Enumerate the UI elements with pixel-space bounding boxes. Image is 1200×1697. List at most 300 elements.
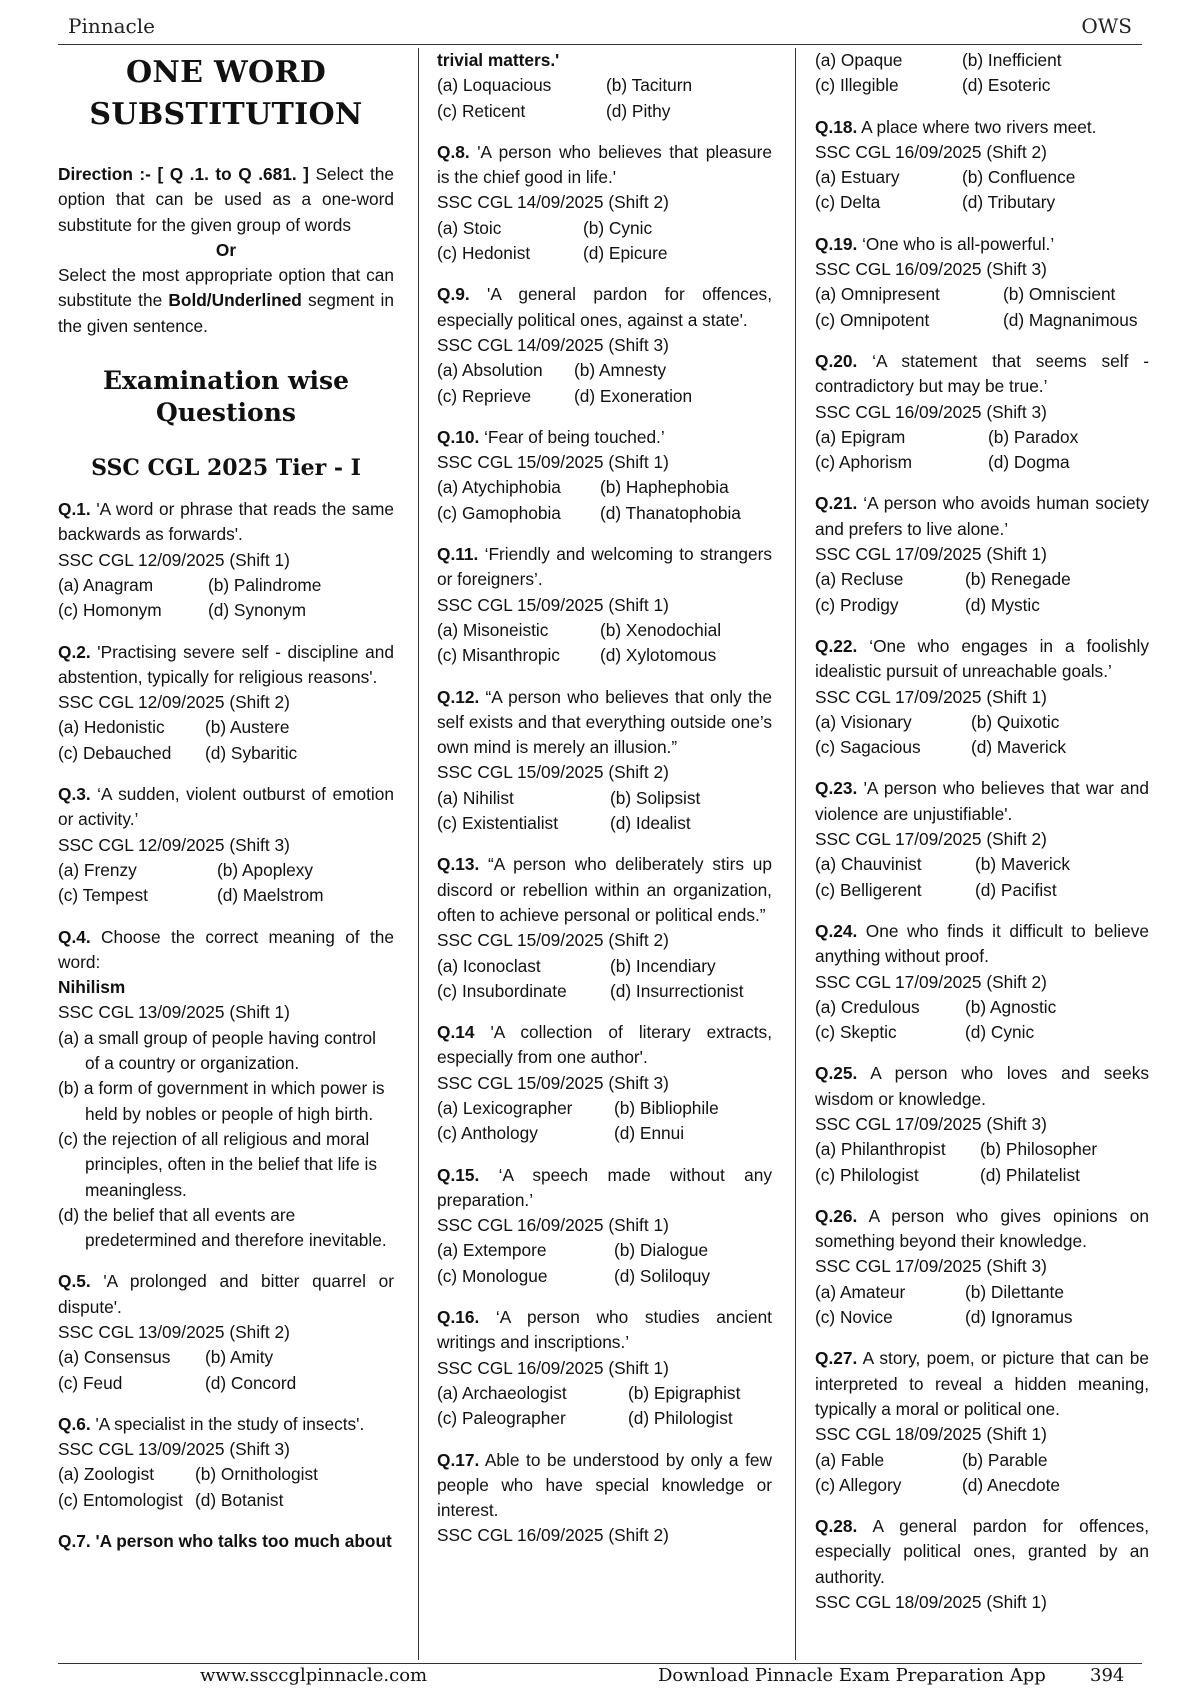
option-a: (a) Atychiphobia bbox=[437, 477, 561, 498]
direction-or: Or bbox=[215, 239, 237, 260]
option-a: (a) Consensus bbox=[58, 1347, 171, 1368]
question-number: Q.11. bbox=[437, 544, 479, 565]
options-row bbox=[437, 786, 772, 811]
question-item bbox=[815, 349, 1149, 475]
question-number: Q.13. bbox=[437, 854, 480, 875]
options-row bbox=[815, 852, 1149, 877]
question-number: Q.15. bbox=[437, 1164, 480, 1185]
question-text bbox=[815, 1061, 1149, 1112]
question-source: SSC CGL 16/09/2025 (Shift 3) bbox=[815, 259, 1047, 280]
question-source: SSC CGL 13/09/2025 (Shift 3) bbox=[58, 1439, 290, 1460]
options-row bbox=[815, 1280, 1149, 1305]
options-row bbox=[437, 979, 772, 1004]
options-row bbox=[58, 573, 394, 598]
question-number: Q.7. bbox=[58, 1531, 91, 1552]
option-d: (d) the belief that all events are predetermined and therefore inevitable. bbox=[58, 1204, 387, 1251]
option-c: (c) Anthology bbox=[437, 1123, 538, 1144]
question-source: SSC CGL 15/09/2025 (Shift 2) bbox=[437, 762, 669, 783]
options-row bbox=[58, 1371, 394, 1396]
option-c: (c) Belligerent bbox=[815, 879, 922, 900]
direction-alt-pre: Select the most appropriate option that can substitute the bbox=[58, 265, 394, 311]
option-c: (c) Aphorism bbox=[815, 452, 912, 473]
option-b: (b) Apoplexy bbox=[217, 859, 314, 880]
question-item bbox=[437, 1448, 772, 1549]
options-row bbox=[437, 99, 772, 124]
options-row bbox=[815, 567, 1149, 592]
question-item bbox=[437, 425, 772, 526]
options-row bbox=[58, 598, 394, 623]
option-c: (c) Paleographer bbox=[437, 1408, 566, 1429]
options-row bbox=[437, 384, 772, 409]
option-b: (b) a form of government in which power is held by nobles or people of high birth. bbox=[58, 1078, 385, 1124]
question-source: SSC CGL 15/09/2025 (Shift 3) bbox=[437, 1072, 669, 1093]
question-item bbox=[58, 925, 394, 1254]
option-a: (a) Epigram bbox=[815, 426, 906, 447]
exam-title: SSC CGL 2025 Tier - I bbox=[91, 455, 361, 482]
question-item bbox=[815, 115, 1149, 216]
title-line-1: ONE WORD bbox=[125, 55, 327, 90]
options-row bbox=[437, 1264, 772, 1289]
question-list-col2 bbox=[437, 140, 772, 1549]
question-text bbox=[58, 782, 394, 833]
question-item bbox=[815, 1346, 1149, 1498]
question-source: SSC CGL 17/09/2025 (Shift 2) bbox=[815, 829, 1047, 850]
options-row bbox=[58, 858, 394, 883]
question-number: Q.20. bbox=[815, 350, 858, 371]
option-a: (a) a small group of people having control of a country or organization. bbox=[58, 1027, 376, 1074]
question-stem: ‘One who is all-powerful.’ bbox=[857, 233, 1055, 254]
option-c: (c) Tempest bbox=[58, 885, 148, 906]
options-row bbox=[437, 358, 772, 383]
option-b: (b) Palindrome bbox=[208, 574, 322, 595]
options-row bbox=[815, 1305, 1149, 1330]
option-a: (a) Absolution bbox=[437, 360, 543, 381]
option-a: (a) Archaeologist bbox=[437, 1382, 567, 1403]
question-source: SSC CGL 14/09/2025 (Shift 3) bbox=[437, 334, 669, 355]
question-item bbox=[437, 685, 772, 837]
option-a: (a) Omnipresent bbox=[815, 284, 940, 305]
option-d: (d) Insurrectionist bbox=[610, 980, 744, 1001]
option-d: (d) Pacifist bbox=[975, 879, 1057, 900]
options-row bbox=[815, 450, 1149, 475]
option-c: (c) Sagacious bbox=[815, 737, 921, 758]
question-item bbox=[58, 640, 394, 766]
option-a: (a) Nihilist bbox=[437, 787, 514, 808]
option-d: (d) Philatelist bbox=[980, 1164, 1080, 1185]
question-text bbox=[815, 919, 1149, 970]
question-number: Q.12. bbox=[437, 686, 480, 707]
option-d: (d) Sybaritic bbox=[205, 742, 298, 763]
options-row bbox=[58, 1488, 394, 1513]
question-text bbox=[815, 1514, 1149, 1590]
option-c: (c) Entomologist bbox=[58, 1489, 183, 1510]
question-item bbox=[437, 1163, 772, 1289]
question-number: Q.18. bbox=[815, 116, 858, 137]
options-row bbox=[58, 883, 394, 908]
direction-alt-post: segment in the given sentence. bbox=[58, 290, 394, 336]
options-row bbox=[815, 1020, 1149, 1045]
option-a: (a) Misoneistic bbox=[437, 619, 549, 640]
question-source: SSC CGL 17/09/2025 (Shift 1) bbox=[815, 544, 1047, 565]
question-stem: ‘A speech made without any preparation.’ bbox=[437, 1164, 772, 1210]
option-a: (a) Credulous bbox=[815, 996, 920, 1017]
option-c: (c) Misanthropic bbox=[437, 645, 560, 666]
header-brand: Pinnacle bbox=[68, 14, 155, 38]
option-c: (c) Skeptic bbox=[815, 1022, 897, 1043]
question-number: Q.2. bbox=[58, 641, 91, 662]
option-b: (b) Dialogue bbox=[614, 1240, 709, 1261]
question-source: SSC CGL 18/09/2025 (Shift 1) bbox=[815, 1592, 1047, 1613]
question-item bbox=[437, 282, 772, 408]
option-d: (d) Soliloquy bbox=[614, 1265, 711, 1286]
option-b: (b) Taciturn bbox=[606, 75, 693, 96]
option-b: (b) Bibliophile bbox=[614, 1097, 719, 1118]
option-d: (d) Ignoramus bbox=[965, 1307, 1073, 1328]
question-item bbox=[437, 852, 772, 1004]
option-b: (b) Austere bbox=[205, 717, 290, 738]
page-number: 394 bbox=[1090, 1665, 1125, 1686]
question-stem: 'Practising severe self - discipline and abstention, typically for religious reasons'. bbox=[58, 641, 394, 687]
question-number: Q.5. bbox=[58, 1271, 91, 1292]
question-source: SSC CGL 17/09/2025 (Shift 2) bbox=[815, 971, 1047, 992]
question-source: SSC CGL 17/09/2025 (Shift 3) bbox=[815, 1256, 1047, 1277]
question-text bbox=[437, 1163, 772, 1214]
options-row bbox=[815, 1473, 1149, 1498]
option-d: (d) Thanatophobia bbox=[600, 502, 741, 523]
question-stem: 'A specialist in the study of insects'. bbox=[90, 1413, 365, 1434]
question-number: Q.8. bbox=[437, 141, 470, 162]
options-row bbox=[815, 282, 1149, 307]
options-row bbox=[437, 1406, 772, 1431]
options-row bbox=[437, 73, 772, 98]
section-title-line-1: Examination wise bbox=[102, 366, 350, 396]
question-stem: 'A prolonged and bitter quarrel or dispute'. bbox=[58, 1271, 394, 1317]
option-b: (b) Confluence bbox=[962, 167, 1076, 188]
q7-options bbox=[437, 73, 772, 124]
question-stem: 'A word or phrase that reads the same backwards as forwards'. bbox=[58, 499, 394, 545]
question-text bbox=[58, 497, 394, 548]
options-row bbox=[437, 1096, 772, 1121]
options-row bbox=[437, 643, 772, 668]
option-d: (d) Magnanimous bbox=[1003, 309, 1138, 330]
question-stem: A place where two rivers meet. bbox=[857, 116, 1097, 137]
question-stem: 'A person who believes that war and violence are unjustifiable'. bbox=[815, 778, 1149, 824]
question-number: Q.19. bbox=[815, 233, 858, 254]
option-a: (a) Anagram bbox=[58, 574, 154, 595]
question-item bbox=[437, 1305, 772, 1431]
question-text bbox=[58, 1269, 394, 1320]
question-number: Q.25. bbox=[815, 1063, 858, 1084]
options-row bbox=[58, 1462, 394, 1487]
question-text: trivial matters.' bbox=[437, 50, 560, 70]
options-row bbox=[58, 741, 394, 766]
option-a: (a) Loquacious bbox=[437, 75, 552, 96]
question-text bbox=[815, 349, 1149, 400]
question-q7-continued bbox=[437, 48, 772, 124]
header-rule bbox=[58, 44, 1142, 45]
option-d: (d) Philologist bbox=[628, 1408, 733, 1429]
option-a: (a) Amateur bbox=[815, 1281, 906, 1302]
options-row bbox=[58, 1345, 394, 1370]
option-c: (c) Prodigy bbox=[815, 594, 899, 615]
question-number: Q.17. bbox=[437, 1449, 480, 1470]
question-text bbox=[437, 425, 772, 450]
option-a: (a) Fable bbox=[815, 1449, 885, 1470]
section-title-line-2: Questions bbox=[156, 398, 296, 428]
header-topic: OWS bbox=[1081, 14, 1132, 38]
question-number: Q.24. bbox=[815, 920, 858, 941]
option-a: (a) Estuary bbox=[815, 167, 900, 188]
option-a: (a) Lexicographer bbox=[437, 1097, 573, 1118]
question-source: SSC CGL 17/09/2025 (Shift 1) bbox=[815, 686, 1047, 707]
question-source: SSC CGL 16/09/2025 (Shift 2) bbox=[437, 1525, 669, 1546]
question-item bbox=[437, 1020, 772, 1146]
question-item bbox=[58, 1412, 394, 1513]
option-c: (c) Philologist bbox=[815, 1164, 919, 1185]
question-number: Q.26. bbox=[815, 1205, 858, 1226]
option-b: (b) Maverick bbox=[975, 854, 1071, 875]
question-source: SSC CGL 15/09/2025 (Shift 1) bbox=[437, 594, 669, 615]
option-c: (c) Reprieve bbox=[437, 385, 532, 406]
question-text bbox=[815, 232, 1149, 257]
option-c: (c) Illegible bbox=[815, 75, 899, 96]
question-source: SSC CGL 12/09/2025 (Shift 1) bbox=[58, 549, 290, 570]
option-a: (a) Recluse bbox=[815, 569, 904, 590]
option-a: (a) Iconoclast bbox=[437, 955, 541, 976]
option-c: (c) Monologue bbox=[437, 1265, 548, 1286]
option-b: (b) Dilettante bbox=[965, 1281, 1064, 1302]
options-row bbox=[437, 811, 772, 836]
options-row bbox=[437, 501, 772, 526]
options-row bbox=[815, 1163, 1149, 1188]
option-b: (b) Amnesty bbox=[574, 360, 667, 381]
option-b: (b) Epigraphist bbox=[628, 1382, 741, 1403]
column-3 bbox=[815, 48, 1149, 1631]
option-c: (c) Feud bbox=[58, 1372, 123, 1393]
question-stem: ‘A sudden, violent outburst of emotion or activity.’ bbox=[58, 784, 394, 830]
options-row bbox=[815, 165, 1149, 190]
question-word: Nihilism bbox=[58, 977, 126, 998]
direction-body: Select the option that can be used as a one-word substitute for the given group of words bbox=[58, 164, 395, 235]
option-c: (c) Allegory bbox=[815, 1474, 902, 1495]
option-d: (d) Cynic bbox=[965, 1022, 1035, 1043]
option-c: (c) Hedonist bbox=[437, 243, 531, 264]
column-divider-2 bbox=[795, 48, 796, 1660]
question-item bbox=[437, 140, 772, 266]
question-text bbox=[815, 776, 1149, 827]
column-1 bbox=[58, 48, 394, 1554]
question-number: Q.23. bbox=[815, 778, 858, 799]
option-d: (d) Anecdote bbox=[962, 1474, 1060, 1495]
section-title bbox=[58, 365, 394, 429]
question-source: SSC CGL 13/09/2025 (Shift 1) bbox=[58, 1002, 290, 1023]
options-row bbox=[437, 475, 772, 500]
question-item bbox=[815, 776, 1149, 902]
option-c: (c) Gamophobia bbox=[437, 502, 561, 523]
question-item bbox=[815, 1514, 1149, 1615]
option-c: (c) Homonym bbox=[58, 600, 162, 621]
question-source: SSC CGL 12/09/2025 (Shift 2) bbox=[58, 692, 290, 713]
question-stem: “A person who believes that only the self exists and that everything outside one’s own mind is merely an illusion.” bbox=[437, 686, 772, 758]
option-d: (d) Idealist bbox=[610, 813, 691, 834]
option-b: (b) Quixotic bbox=[971, 711, 1060, 732]
question-item bbox=[815, 634, 1149, 760]
option-c: (c) Delta bbox=[815, 192, 881, 213]
options-row bbox=[437, 1238, 772, 1263]
options-row bbox=[815, 73, 1149, 98]
question-text bbox=[58, 1412, 394, 1437]
question-source: SSC CGL 16/09/2025 (Shift 1) bbox=[437, 1357, 669, 1378]
option-b: (b) Omniscient bbox=[1003, 284, 1116, 305]
option-a: (a) Philanthropist bbox=[815, 1139, 946, 1160]
options-row bbox=[437, 216, 772, 241]
question-number: Q.22. bbox=[815, 635, 858, 656]
question-item bbox=[58, 1269, 394, 1395]
question-text bbox=[437, 1448, 772, 1524]
question-item bbox=[815, 491, 1149, 617]
page-title bbox=[58, 52, 394, 136]
options-row bbox=[815, 48, 1149, 73]
question-number: Q.16. bbox=[437, 1307, 480, 1328]
question-text bbox=[815, 1204, 1149, 1255]
question-source: SSC CGL 16/09/2025 (Shift 3) bbox=[815, 401, 1047, 422]
question-number: Q.1. bbox=[58, 499, 91, 520]
option-c: (c) Novice bbox=[815, 1307, 893, 1328]
option-a: (a) Stoic bbox=[437, 217, 502, 238]
question-source: SSC CGL 17/09/2025 (Shift 3) bbox=[815, 1113, 1047, 1134]
question-text bbox=[815, 1346, 1149, 1422]
question-stem: 'A collection of literary extracts, especially from one author'. bbox=[437, 1022, 772, 1068]
option-b: (b) Inefficient bbox=[962, 50, 1062, 70]
direction-label: Direction :- [ Q .1. to Q .681. ] bbox=[58, 164, 309, 184]
question-stem: 'A general pardon for offences, especially political ones, against a state'. bbox=[437, 284, 772, 330]
option-b: (b) Ornithologist bbox=[195, 1464, 318, 1485]
option-d: (d) Epicure bbox=[583, 243, 668, 264]
option-d: (d) Maelstrom bbox=[217, 885, 324, 906]
question-source: SSC CGL 12/09/2025 (Shift 3) bbox=[58, 834, 290, 855]
option-b: (b) Haphephobia bbox=[600, 477, 729, 498]
question-number: Q.6. bbox=[58, 1413, 91, 1434]
option-a: (a) Frenzy bbox=[58, 859, 137, 880]
option-a: (a) Opaque bbox=[815, 50, 903, 70]
option-d: (d) Maverick bbox=[971, 737, 1067, 758]
question-text bbox=[437, 1305, 772, 1356]
question-text bbox=[815, 491, 1149, 542]
question-stem: One who finds it difficult to believe anything without proof. bbox=[815, 920, 1149, 967]
question-stem: A person who loves and seeks wisdom or knowledge. bbox=[815, 1063, 1149, 1109]
option-d: (d) Xylotomous bbox=[600, 645, 717, 666]
question-item bbox=[815, 1061, 1149, 1187]
options-row bbox=[815, 425, 1149, 450]
option-c: (c) Existentialist bbox=[437, 813, 558, 834]
direction-text bbox=[58, 162, 394, 238]
option-b: (b) Renegade bbox=[965, 569, 1071, 590]
question-text bbox=[437, 1020, 772, 1071]
option-d: (d) Dogma bbox=[988, 452, 1070, 473]
question-number: Q.3. bbox=[58, 784, 91, 805]
options-row bbox=[815, 308, 1149, 333]
question-q7-start bbox=[58, 1529, 394, 1554]
question-source: SSC CGL 15/09/2025 (Shift 1) bbox=[437, 452, 669, 473]
options-row bbox=[815, 190, 1149, 215]
option-d: (d) Mystic bbox=[965, 594, 1040, 615]
options-row bbox=[437, 954, 772, 979]
direction-alt-bold: Bold/Underlined bbox=[168, 290, 302, 311]
question-list-col3 bbox=[815, 115, 1149, 1616]
option-d: (d) Pithy bbox=[606, 100, 671, 121]
option-c: (c) Debauched bbox=[58, 742, 172, 763]
question-item bbox=[815, 232, 1149, 333]
question-stem: Able to be understood by only a few people who have special knowledge or interest. bbox=[437, 1449, 772, 1521]
question-number: Q.10. bbox=[437, 426, 480, 447]
option-b: (b) Philosopher bbox=[980, 1139, 1098, 1160]
question-source: SSC CGL 13/09/2025 (Shift 2) bbox=[58, 1321, 290, 1342]
options-row bbox=[815, 878, 1149, 903]
question-source: SSC CGL 16/09/2025 (Shift 2) bbox=[815, 141, 1047, 162]
option-a: (a) Chauvinist bbox=[815, 854, 922, 875]
options-row bbox=[58, 715, 394, 740]
direction-alt-text bbox=[58, 263, 394, 339]
option-b: (b) Amity bbox=[205, 1347, 274, 1368]
question-number: Q.27. bbox=[815, 1348, 858, 1369]
options-row bbox=[437, 1121, 772, 1146]
options-row bbox=[815, 1448, 1149, 1473]
options-row bbox=[437, 618, 772, 643]
question-text bbox=[437, 140, 772, 191]
question-stem: 'A person who believes that pleasure is the chief good in life.' bbox=[437, 141, 772, 188]
question-item bbox=[58, 497, 394, 623]
option-d: (d) Ennui bbox=[614, 1123, 685, 1144]
q17-options bbox=[815, 48, 1149, 99]
question-source: SSC CGL 18/09/2025 (Shift 1) bbox=[815, 1424, 1047, 1445]
footer-rule bbox=[58, 1663, 1142, 1664]
option-b: (b) Xenodochial bbox=[600, 619, 722, 640]
question-stem: A person who gives opinions on something beyond their knowledge. bbox=[815, 1205, 1149, 1252]
question-stem: A story, poem, or picture that can be interpreted to reveal a hidden meaning, typically a moral or political one. bbox=[815, 1348, 1149, 1419]
question-stem: ‘Fear of being touched.’ bbox=[479, 426, 665, 447]
options-row bbox=[815, 593, 1149, 618]
option-b: (b) Incendiary bbox=[610, 955, 716, 976]
options-row bbox=[437, 241, 772, 266]
option-b: (b) Solipsist bbox=[610, 787, 701, 808]
option-d: (d) Esoteric bbox=[962, 75, 1051, 96]
footer-website: www.ssccglpinnacle.com bbox=[200, 1665, 428, 1686]
question-source: SSC CGL 14/09/2025 (Shift 2) bbox=[437, 192, 669, 213]
option-c: (c) Insubordinate bbox=[437, 980, 567, 1001]
question-text bbox=[58, 640, 394, 691]
question-number: Q.28. bbox=[815, 1516, 858, 1537]
question-item bbox=[815, 919, 1149, 1045]
option-c: (c) Omnipotent bbox=[815, 309, 930, 330]
question-item bbox=[437, 542, 772, 668]
option-d: (d) Tributary bbox=[962, 192, 1056, 213]
question-number: Q.21. bbox=[815, 493, 858, 514]
option-c: (c) the rejection of all religious and moral principles, often in the belief that life is meaningless. bbox=[58, 1128, 378, 1200]
option-d: (d) Synonym bbox=[208, 600, 306, 621]
option-a: (a) Extempore bbox=[437, 1240, 547, 1261]
question-text bbox=[815, 115, 1149, 140]
option-b: (b) Cynic bbox=[583, 217, 653, 238]
options-row bbox=[815, 1137, 1149, 1162]
option-c: (c) Reticent bbox=[437, 100, 526, 121]
options-row bbox=[815, 710, 1149, 735]
question-stem: A general pardon for offences, especially political ones, granted by an authority. bbox=[815, 1516, 1149, 1587]
question-text: 'A person who talks too much about bbox=[90, 1531, 392, 1552]
question-text bbox=[437, 685, 772, 761]
question-stem: “A person who deliberately stirs up discord or rebellion within an organization, often to achieve personal or political ends.” bbox=[437, 854, 772, 925]
option-a: (a) Hedonistic bbox=[58, 717, 165, 738]
column-2 bbox=[437, 48, 772, 1565]
